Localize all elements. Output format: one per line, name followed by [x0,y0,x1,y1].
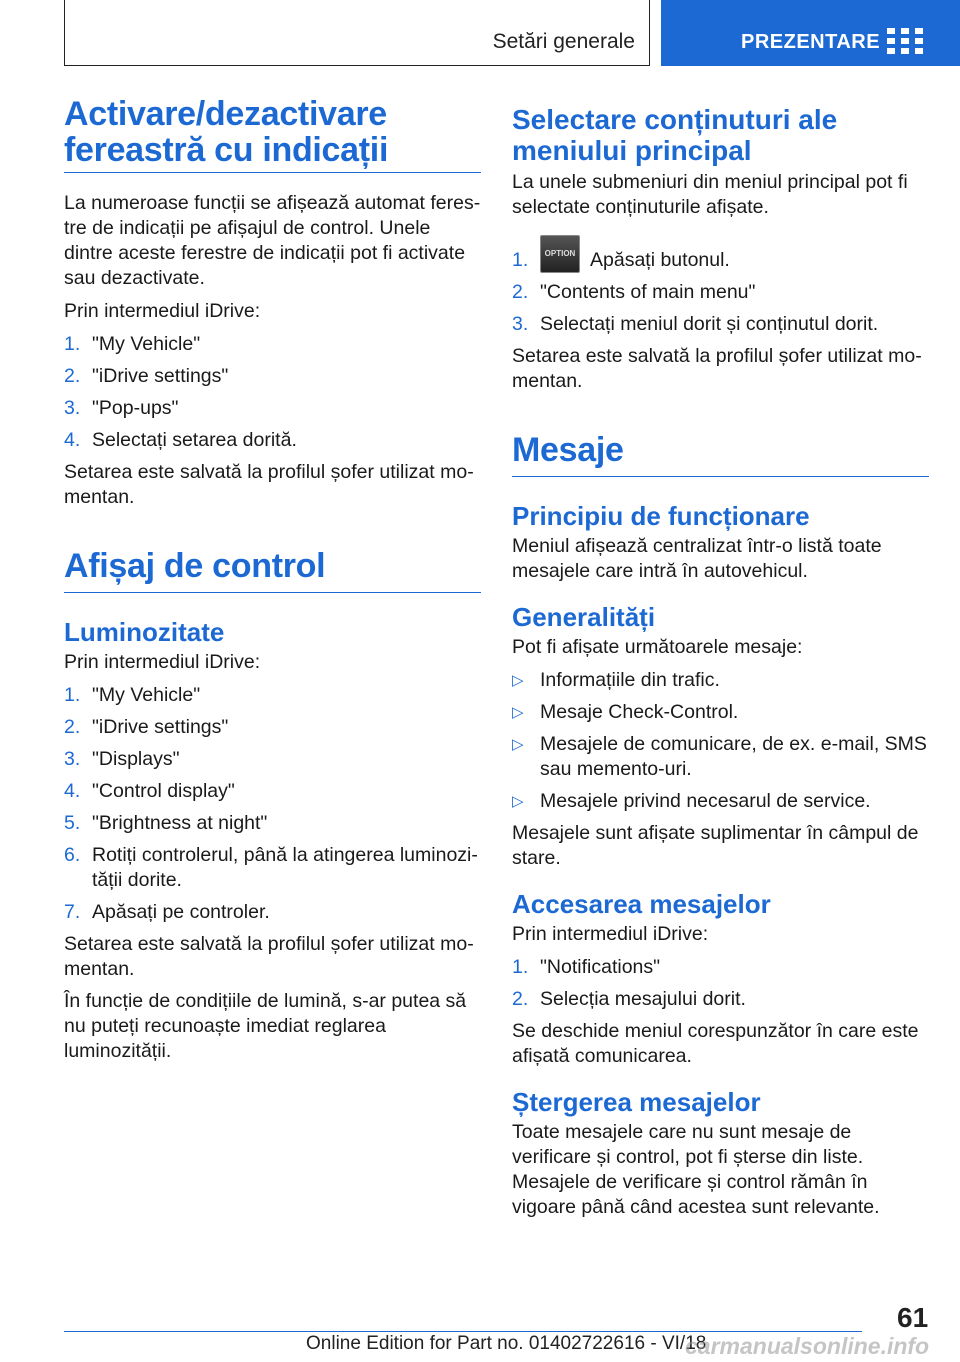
popup-steps [64,332,481,453]
access-title: Accesarea mesajelor [512,889,771,919]
page-number: 61 [897,1302,929,1333]
list-item: 1. "My Vehicle" [64,333,201,355]
triangle-bullet-icon: ▷ [512,736,524,753]
general-note: Mesajele sunt afișate suplimentar în câmpul de stare. [512,822,919,869]
option-button-icon: OPTION [540,235,580,273]
delete-text: Toate mesajele care nu sunt mesaje de verificare și control, pot fi șterse din liste. Mesajele de verificare și control rămân în vigoare până când acestea sunt relevante. [512,1121,880,1218]
principle-title: Principiu de funcționare [512,501,810,531]
brightness-title: Luminozitate [64,617,225,647]
right-column [512,104,929,1220]
list-item: 2. Selecția mesajului dorit. [512,988,746,1010]
menu-intro: La unele submeniuri din meniul principal pot fi selectate conținuturile afișate. [512,171,908,218]
list-item: ▷ Mesajele privind necesarul de service. [512,790,871,812]
list-item: 4. Selectați setarea dorită. [64,429,297,451]
list-item: 2. "Contents of main menu" [512,281,756,303]
list-item: 2. "iDrive settings" [64,365,229,387]
popup-intro: La numeroase funcții se afișează automat ferestre de indicații pe afișajul de control. Unele dintre aceste ferestre de indicații pot fi activate sau dezactivate. [64,192,481,289]
list-item: 2. "iDrive settings" [64,716,229,738]
menu-section-title: Selectare conținuturi ale meniului principal [512,104,838,166]
footer-edition: Online Edition for Part no. 01402722616 - VI/18 [306,1333,707,1354]
triangle-bullet-icon: ▷ [512,704,524,721]
list-item: 3. "Pop-ups" [64,397,179,419]
list-item: 1. "My Vehicle" [64,684,201,706]
popup-via: Prin intermediul iDrive: [64,300,261,322]
header-section-frame [64,0,650,66]
grid-menu-icon[interactable] [887,28,923,54]
brightness-via: Prin intermediul iDrive: [64,651,261,673]
list-item: ▷ Informațiile din trafic. [512,669,720,691]
messages-section-title: Mesaje [512,432,929,477]
delete-title: Ștergerea mesajelor [512,1087,761,1117]
brightness-note: În funcție de condițiile de lumină, s-ar putea să nu puteți recunoaște imediat reglarea luminozității. [64,990,467,1062]
header-tab-label: PREZENTARE [741,31,881,53]
display-section-title: Afișaj de control [64,548,481,593]
list-item: ▷ Mesajele de comunicare, de ex. e-mail, SMS sau memento-uri. [512,733,927,780]
footer-divider [64,1331,862,1332]
header-tab-overview[interactable] [661,0,960,66]
list-item: ▷ Mesaje Check-Control. [512,701,739,723]
list-item: 7. Apăsați pe controler. [64,901,270,923]
general-title: Generalități [512,602,656,632]
list-item: 3. Selectați meniul dorit și conținutul dorit. [512,313,879,335]
general-text: Pot fi afișate următoarele mesaje: [512,636,803,658]
principle-text: Meniul afișează centralizat într-o listă toate mesajele care intră în autovehicul. [512,535,882,582]
list-item: 3. "Displays" [64,748,180,770]
access-via: Prin intermediul iDrive: [512,923,709,945]
triangle-bullet-icon: ▷ [512,672,524,689]
list-item: 5. "Brightness at night" [64,812,268,834]
triangle-bullet-icon: ▷ [512,793,524,810]
header-section-title: Setări generale [492,30,635,53]
list-item: 1. "Notifications" [512,956,661,978]
list-item: 6. Rotiți controlerul, până la atingerea luminozității dorite. [64,844,478,891]
brightness-saved: Setarea este salvată la profilul șofer utilizat momentan. [64,933,474,980]
menu-steps [512,248,929,337]
access-steps [512,955,929,1012]
brightness-steps [64,683,481,925]
list-item: 1. OPTION Apăsați butonul. [512,248,929,273]
menu-saved: Setarea este salvată la profilul șofer utilizat momentan. [512,345,922,392]
list-item: 4. "Control display" [64,780,235,802]
left-column [64,96,481,1064]
popup-saved: Setarea este salvată la profilul șofer utilizat momentan. [64,461,474,508]
popup-section-title: Activare/dezactivare fereastră cu indicații [64,96,481,173]
watermark: carmanualsonline.info [685,1333,930,1359]
general-bullets [512,668,929,814]
access-note: Se deschide meniul corespunzător în care este afișată comunicarea. [512,1020,919,1067]
